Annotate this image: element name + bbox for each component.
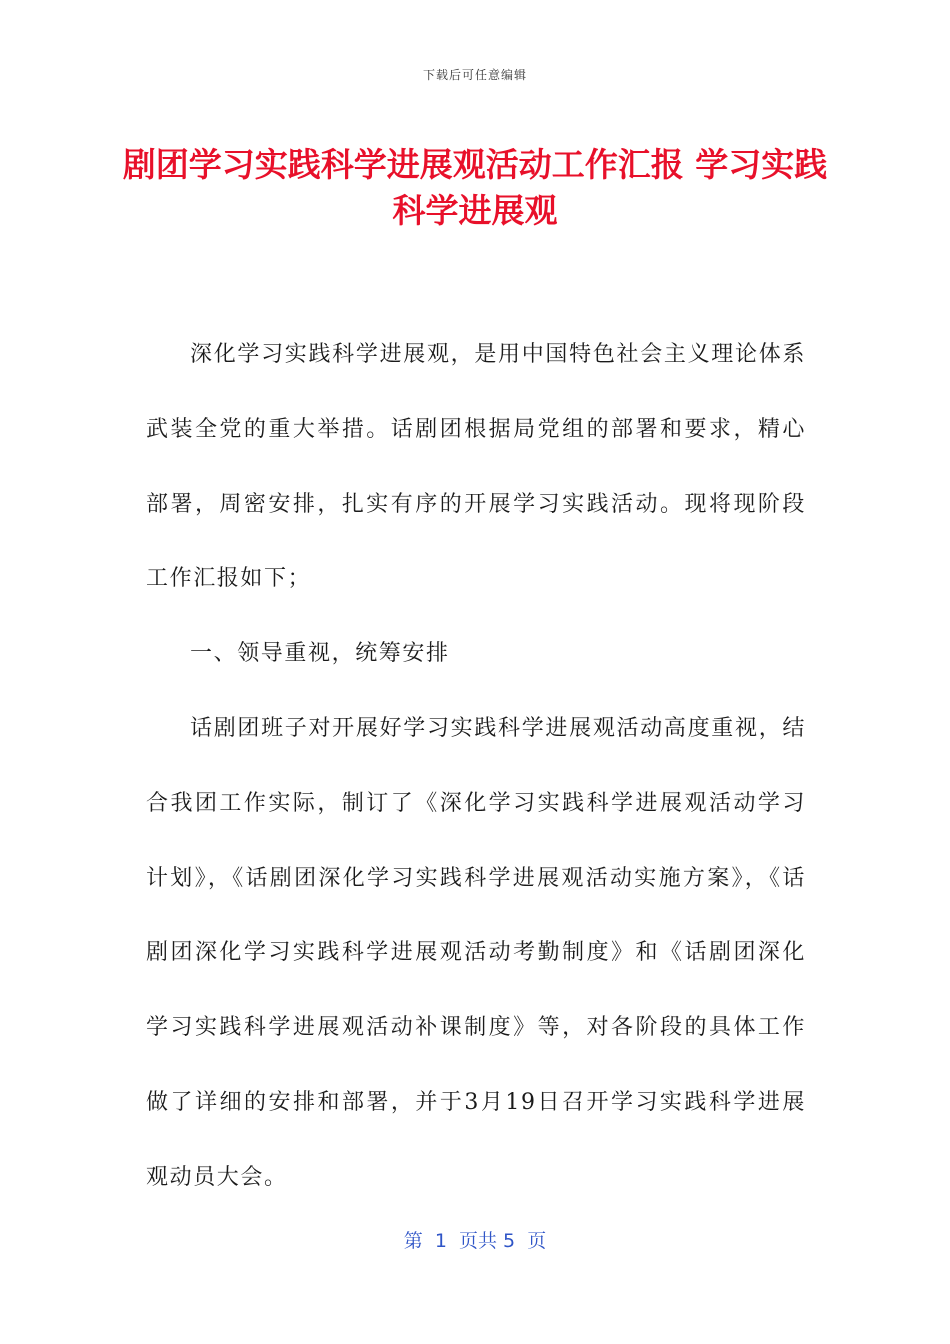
header-note: 下载后可任意编辑 bbox=[422, 68, 527, 82]
paragraph-intro: 深化学习实践科学进展观，是用中国特色社会主义理论体系武装全党的重大举措。话剧团根据局党组的部署和要求，精心部署，周密安排，扎实有序的开展学习实践活动。现将现阶段工作汇报如下； bbox=[146, 342, 806, 592]
section-heading-1: 一、领导重视，统筹安排 bbox=[190, 641, 450, 667]
page-footer: 第 1 页共 5 页 bbox=[403, 1230, 547, 1252]
paragraph-section-1: 话剧团班子对开展好学习实践科学进展观活动高度重视，结合我团工作实际，制订了《深化学习实践科学进展观活动学习计划》，《话剧团深化学习实践科学进展观活动实施方案》，《话剧团深化学习实践科学进展观活动考勤制度》和《话剧团深化学习实践科学进展观活动补课制度》等，对各阶段的具体工作做了详细的安排和部署，并于3月19日召开学习实践科学进展观动员大会。 bbox=[146, 715, 806, 1190]
document-title: 剧团学习实践科学进展观活动工作汇报 学习实践科学进展观 bbox=[122, 145, 828, 230]
document-body bbox=[146, 318, 806, 1216]
